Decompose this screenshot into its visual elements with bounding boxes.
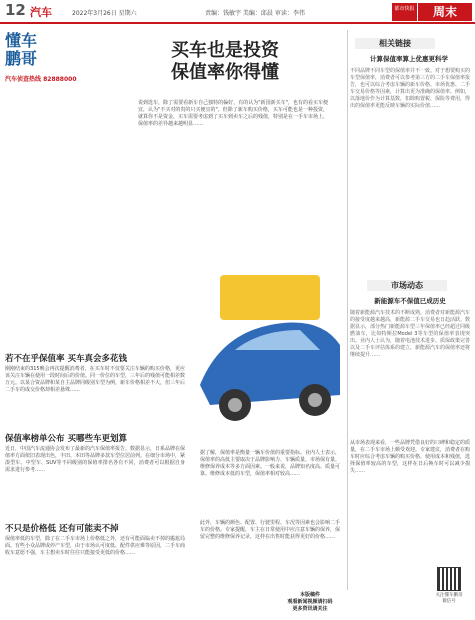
sidebar-title: 相关链接 bbox=[355, 38, 435, 49]
right-column-text: 从市场表现来看，一些品牌凭借良好的口碑和稳定的质量，在二手车市场上颇受欢迎。专家建议，消费者在购车时应综合考虑车辆的购买价格、使用成本和残值，选择保值率较高的车型，这样在日后换车时可以减少损失…… bbox=[350, 440, 471, 474]
market-text: 随着新能源汽车技术的不断成熟，消费者对新能源汽车的接受度越来越高，新能源二手车交易也日趋活跃。数据显示，部分热门新能源车型三年保值率已经超过同级燃油车，比如特斯拉Model 3等车型的保值率表现突出。业内人士认为，随着电池技术进步、质保政策完善以及二手车评估体系的建立，新能源汽车的保值率还将继续提升…… bbox=[350, 310, 471, 358]
column-logo bbox=[5, 31, 77, 83]
coin-stack-illustration bbox=[220, 275, 320, 320]
section-heading-1: 若不在乎保值率 买车真会多花钱 bbox=[5, 354, 127, 364]
middle-column-text: 据了解，保值率是衡量一辆车价值的重要指标。业内人士表示，保值率的高低主要取决于品牌影响力、车辆质量、市场保有量、维修保养成本等多方面因素。一般来说，品牌知名度高、质量可靠、维修成本低的车型，保值率相对较高…… bbox=[200, 450, 341, 477]
issue-date: 2022年3月26日 星期六 bbox=[72, 10, 137, 17]
sidebar-text: 不同品牌不同车型的保值率并不一致。对于想要购买的车型保值率，消费者可以参考第三方的二手车保值率报告，也可以综合考虑车辆的新车价格、市场优惠、二手车交易价格等因素，计算出更为准确的保值率。例如，以落地价作为计算基数，扣除购置税、保险等费用，得出的保值率更能反映车辆的实际价值…… bbox=[350, 68, 471, 109]
headline-line2: 保值率你得懂 bbox=[171, 62, 279, 83]
market-subtitle: 新能源车不保值已成历史 bbox=[374, 297, 446, 305]
market-title: 市场动态 bbox=[367, 280, 447, 291]
footnote-line3: 更多资讯请关注 bbox=[292, 606, 328, 612]
footnote-line1: 本版稿件 bbox=[299, 592, 320, 598]
weekly-label: 周末 bbox=[418, 3, 472, 21]
page-number: 12 bbox=[5, 1, 26, 19]
hotline: 汽车侦查热线 82888000 bbox=[5, 76, 77, 83]
qr-label-line2: 微信号 bbox=[442, 599, 456, 604]
qr-label-line1: 关注懂车鹏哥 bbox=[435, 593, 463, 598]
column-title-line1: 懂车 bbox=[5, 31, 38, 50]
qr-label bbox=[432, 593, 466, 605]
car-illustration bbox=[190, 265, 350, 445]
section-name: 汽车 bbox=[30, 6, 52, 19]
main-headline bbox=[130, 40, 320, 84]
masthead bbox=[0, 0, 475, 24]
car-hub-rear bbox=[308, 393, 322, 407]
qr-code-icon[interactable] bbox=[437, 567, 461, 591]
sidebar-subtitle: 计算保值率算上优惠更科学 bbox=[370, 55, 448, 63]
brand-box: 都市快报 bbox=[392, 3, 417, 21]
headline-line1: 买车也是投资 bbox=[171, 40, 279, 61]
bottom-middle-text: 此外，车辆的颜色、配置、行驶里程、车况等因素也会影响二手车的价格。专家提醒，车主在日常使用中应注意车辆的保养，保留完整的维修保养记录，这样在出售时能获得更好的价格…… bbox=[200, 520, 341, 540]
footnote bbox=[280, 592, 340, 613]
car-hub-front bbox=[228, 398, 242, 412]
section-heading-3: 不只是价格低 还有可能卖不掉 bbox=[5, 524, 119, 534]
section-text-2: 近日，中国汽车流通协会发布了最新的汽车保值率报告。数据显示，日系品牌在保值率方面依旧表现出色，丰田、本田等品牌多款车型位居前列。在细分市场中，紧凑型车、中型车、SUV等不同级别的保值率排名各有不同，消费者可以根据自身需求进行参考…… bbox=[5, 446, 186, 473]
section-heading-2: 保值率榜单公布 买哪些车更划算 bbox=[5, 434, 127, 444]
section-text-3: 保值率低的车型，除了在二手车市场上价格低之外，还有可能面临卖不掉的尴尬局面。有些小众品牌或停产车型，由于市场认可度低、配件供应难等原因，二手车商收车意愿不强，车主想卖车时往往只能接受更低的价格…… bbox=[5, 536, 186, 556]
footnote-line2: 观看新闻视频请扫码 bbox=[287, 599, 333, 605]
section-text-1: 刚刚结束的315晚会再次提醒消费者，在买车时不仅要关注车辆的购买价格，更应该关注车辆在使用一段时间后的价值。同一价位的车型，三年后的残值可能相差数万元。以某合资品牌和某自主品牌同级别车型为例，新车价格相差不大，但三年后二手车的成交价格却相差悬殊…… bbox=[5, 366, 186, 393]
lead-paragraph: 说到选车，除了需要看新车自己独特的偏好，有的认为"新国新买车"，也有的看买车便宜，认为"不买对的贵的只买便宜的"。但除了新车购买价格，买车可能也是一种投资，就算你不是资金，买车需要考虑到了买车到卖车之后的残值，特别是在一手车市场上，保值率的差异越来越明显…… bbox=[138, 100, 329, 127]
staff-credits: 责编：钱敏宇 美编：邱晨 审读：李伟 bbox=[205, 10, 305, 17]
column-title-line2: 鹏哥 bbox=[5, 49, 38, 68]
